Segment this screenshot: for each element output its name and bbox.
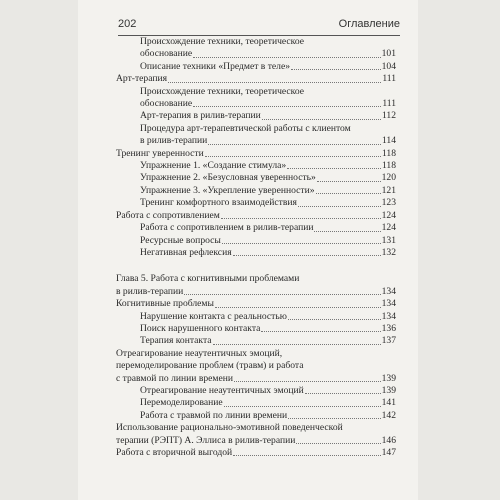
toc-entry-title: Процедура арт-терапевтической работы с клиентом (140, 122, 351, 134)
toc-entry (116, 123, 396, 135)
toc-entry-page: 112 (381, 110, 396, 122)
toc-entry-page: 141 (381, 397, 396, 409)
toc-leader-dots (261, 331, 380, 332)
toc-entry-page: 134 (381, 298, 396, 310)
toc-entry (116, 61, 396, 73)
toc-entry-page: 137 (381, 335, 396, 347)
toc-entry-page: 131 (381, 234, 396, 246)
toc-entry (116, 311, 396, 323)
toc-entry (116, 172, 396, 184)
toc-entry-page: 111 (382, 73, 396, 85)
toc-entry-title: в рилив-терапии (116, 285, 184, 297)
toc-entry (116, 148, 396, 160)
toc-leader-dots (233, 255, 381, 256)
section-title: Оглавление (338, 18, 400, 30)
toc-leader-dots (288, 418, 380, 419)
toc-entry-title: Упражнение 2. «Безусловная уверенность» (140, 172, 316, 184)
toc-leader-dots (193, 106, 381, 107)
toc-entry-title: в рилив-терапии (140, 135, 208, 147)
toc-leader-dots (291, 69, 381, 70)
toc-entry (116, 348, 396, 360)
toc-entry-title: Когнитивные проблемы (116, 298, 214, 310)
toc-leader-dots (287, 168, 381, 169)
toc-entry-title: Тренинг уверенности (116, 147, 204, 159)
toc-leader-dots (234, 381, 381, 382)
toc-entry-title: Ресурсные вопросы (140, 234, 221, 246)
toc-entry-title: Работа с вторичной выгодой (116, 447, 233, 458)
toc-entry-title: Происхождение техники, теоретическое (140, 85, 305, 97)
toc-entry-title: Работа с сопротивлением (116, 209, 220, 221)
toc-leader-dots (208, 144, 381, 145)
toc-leader-dots (221, 218, 381, 219)
toc-entry (116, 110, 396, 122)
toc-entry-page: 134 (381, 310, 396, 322)
toc-entry (116, 447, 396, 459)
toc-entry (116, 373, 396, 385)
toc-entry-page: 120 (381, 172, 396, 184)
toc-entry (116, 397, 396, 409)
toc-entry (116, 235, 396, 247)
toc-entry-title: Отреагирование неаутентичных эмоций, (116, 347, 283, 359)
toc-entry-title: Происхождение техники, теоретическое (140, 36, 305, 47)
toc-leader-dots (224, 406, 381, 407)
toc-leader-dots (298, 206, 381, 207)
toc-entry-title: с травмой по линии времени (116, 372, 234, 384)
running-head (118, 18, 400, 34)
toc-entry-page: 123 (381, 197, 396, 209)
toc-entry-page: 118 (381, 160, 396, 172)
toc-leader-dots (262, 119, 381, 120)
toc-gap (116, 259, 396, 273)
toc-entry-title: Глава 5. Работа с когнитивными проблемами (116, 273, 300, 285)
toc-entry-title: обоснование (140, 48, 193, 60)
toc-leader-dots (305, 393, 381, 394)
toc-entry-page: 124 (381, 209, 396, 221)
toc-entry (116, 197, 396, 209)
toc-entry-title: Работа с травмой по линии времени (140, 409, 288, 421)
toc-entry (116, 86, 396, 98)
toc-entry-page: 114 (381, 135, 396, 147)
toc-leader-dots (213, 344, 381, 345)
toc-entry-page: 134 (381, 285, 396, 297)
toc-entry-page: 142 (381, 409, 396, 421)
toc-entry-title: Поиск нарушенного контакта (140, 322, 261, 334)
toc-leader-dots (184, 294, 380, 295)
toc-entry (116, 36, 396, 48)
toc-entry-title: Нарушение контакта с реальностью (140, 310, 287, 322)
toc-entry-page: 139 (381, 384, 396, 396)
toc-leader-dots (288, 319, 381, 320)
toc-entry-page: 104 (381, 60, 396, 72)
toc-entry-title: Отреагирование неаутентичных эмоций (140, 384, 304, 396)
toc-entry (116, 160, 396, 172)
toc-entry-title: обоснование (140, 98, 193, 110)
toc-entry (116, 286, 396, 298)
toc-entry (116, 298, 396, 310)
toc-leader-dots (168, 82, 381, 83)
toc-entry (116, 135, 396, 147)
toc-entry-page: 147 (381, 447, 396, 458)
toc-leader-dots (316, 193, 381, 194)
toc-entry-title: Перемоделирование (140, 397, 223, 409)
toc-entry-page: 101 (381, 48, 396, 60)
toc-entry-page: 124 (381, 222, 396, 234)
toc-entry-title: перемоделирование проблем (травм) и работа (116, 360, 304, 372)
toc-entry (116, 210, 396, 222)
toc-entry-title: Использование рационально-эмотивной поведенческой (116, 422, 343, 434)
toc-entry-page: 111 (382, 98, 396, 110)
toc-entry (116, 435, 396, 447)
toc-entry (116, 360, 396, 372)
toc-leader-dots (314, 231, 380, 232)
toc-entry (116, 247, 396, 259)
toc-entry (116, 98, 396, 110)
toc-entry-page: 132 (381, 246, 396, 258)
toc-entry (116, 185, 396, 197)
toc-entry (116, 273, 396, 285)
toc-leader-dots (193, 57, 381, 58)
page-number: 202 (118, 18, 137, 30)
toc-entry-page: 146 (381, 434, 396, 446)
toc-entry-title: Арт-терапия (116, 73, 168, 85)
toc-entry (116, 73, 396, 85)
table-of-contents (116, 36, 396, 459)
toc-leader-dots (205, 156, 381, 157)
toc-entry-page: 139 (381, 372, 396, 384)
toc-entry (116, 335, 396, 347)
toc-leader-dots (317, 181, 381, 182)
toc-leader-dots (296, 443, 380, 444)
toc-entry-title: Тренинг комфортного взаимодействия (140, 197, 297, 209)
toc-entry-title: Негативная рефлексия (140, 246, 232, 258)
toc-entry-page: 121 (381, 184, 396, 196)
toc-entry-title: Терапия контакта (140, 335, 212, 347)
toc-leader-dots (215, 307, 381, 308)
toc-entry (116, 323, 396, 335)
toc-entry (116, 410, 396, 422)
toc-entry-title: терапии (РЭПТ) А. Эллиса в рилив-терапии (116, 434, 296, 446)
toc-entry (116, 385, 396, 397)
toc-entry-title: Упражнение 1. «Создание стимула» (140, 160, 287, 172)
toc-entry (116, 48, 396, 60)
toc-entry-title: Арт-терапия в рилив-терапии (140, 110, 261, 122)
toc-leader-dots (222, 243, 381, 244)
toc-entry-title: Описание техники «Предмет в теле» (140, 60, 291, 72)
toc-entry-title: Работа с сопротивлением в рилив-терапии (140, 222, 314, 234)
toc-leader-dots (233, 455, 380, 456)
toc-entry (116, 422, 396, 434)
toc-entry-page: 136 (381, 322, 396, 334)
toc-entry-page: 118 (381, 147, 396, 159)
toc-entry-title: Упражнение 3. «Укрепление уверенности» (140, 184, 315, 196)
toc-entry (116, 222, 396, 234)
